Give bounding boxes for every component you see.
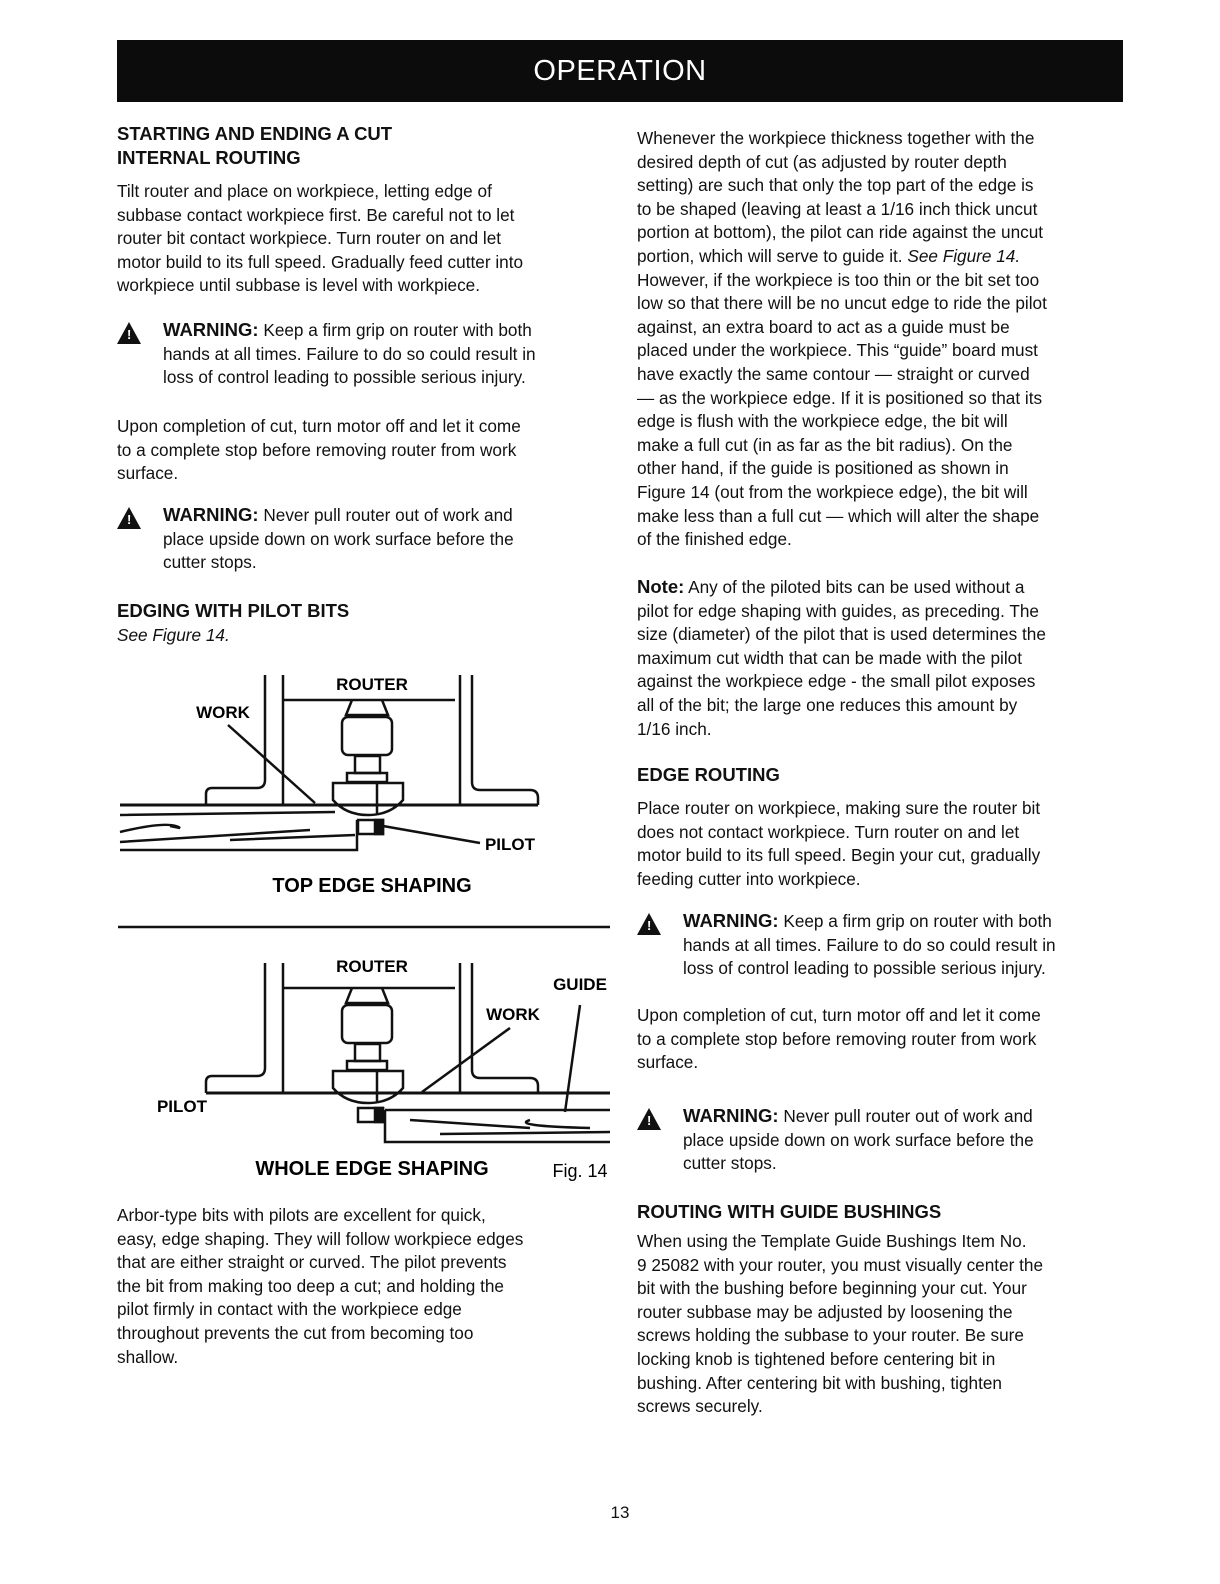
warning-text: Never pull router out of work and place upside down on work surface before the cutter stops. [163,505,514,573]
warning-label: WARNING: [163,319,259,340]
section-banner: OPERATION [117,40,1123,102]
figure-number: Fig. 14 [552,1161,608,1181]
pilot-label: PILOT [156,1097,208,1116]
top-edge-caption: TOP EDGE SHAPING [272,875,472,897]
paragraph-guide-bushings: When using the Template Guide Bushings Item No. 9 25082 with your router, you must visually center the bit with the bushing before beginning your cut. Your router subbase may be adjusted by loosening the screws holding the subbase to your router. Be sure locking knob is tightened before centering bit in bushing. After centering bit with bushing, tighten screws securely. [637,1231,1044,1417]
pilot-label: PILOT [484,835,536,854]
note-label: Note: [637,576,685,597]
figure-reference: See Figure 14. [117,625,230,645]
router-label: ROUTER [336,675,408,694]
warning-text: Keep a firm grip on router with both hands at all times. Failure to do so could result in loss of control leading to possible serious injury. [683,911,1056,979]
warning-icon: ! [637,913,661,935]
warning-label: WARNING: [163,504,259,525]
paragraph-workpiece-thickness [637,127,1127,552]
whole-edge-caption: WHOLE EDGE SHAPING [255,1158,489,1180]
warning-text: Never pull router out of work and place upside down on work surface before the cutter stops. [683,1106,1034,1174]
note-text: Any of the piloted bits can be used without a pilot for edge shaping with guides, as preceding. The size (diameter) of the pilot that is used determines the maximum cut width that can be made with the pilot against the workpiece edge - the small pilot exposes all of the bit; the large one reduces this amount by 1/16 inch. [637,577,1046,739]
top-edge-shaping-diagram [120,675,538,850]
guide-label: GUIDE [553,975,607,994]
heading-guide-bushings: ROUTING WITH GUIDE BUSHINGS [637,1201,942,1222]
text: However, if the workpiece is too thin or the bit set too low so that there will be no uncut edge to ride the pilot against, an extra board to act as a guide must be placed under the workpiece. This “guide” board must have exactly the same contour — straight or curved — as the workpiece edge. If it is positioned so that its edge is flush with the workpiece edge, the bit will make a full cut (in as far as the bit radius). On the other hand, if the guide is positioned as shown in Figure 14 (out from the workpiece edge), the bit will make less than a full cut — which will alter the shape of the finished edge. [637,269,1047,550]
heading-edging-pilot-bits: EDGING WITH PILOT BITS [117,600,350,621]
warning-label: WARNING: [683,1105,779,1126]
figure-14 [110,660,610,1190]
paragraph-completion: Upon completion of cut, turn motor off and let it come to a complete stop before removing router from work surface. [637,1005,1041,1073]
warning-text: Keep a firm grip on router with both hands at all times. Failure to do so could result in loss of control leading to possible serious injury. [163,320,536,388]
heading-starting-ending-cut: STARTING AND ENDING A CUT INTERNAL ROUTING [117,123,393,168]
figure-reference: See Figure 14. [907,245,1021,266]
warning-icon: ! [117,507,141,529]
text: Whenever the workpiece thickness together with the desired depth of cut (as adjusted by router depth setting) are such that only the top part of the edge is to be shaped (leaving at least a 1/16 inch thick uncut portion at bottom), the pilot can ride against the uncut portion, which will serve to guide it. [637,128,1044,266]
warning-icon: ! [637,1108,661,1130]
warning-label: WARNING: [683,910,779,931]
page-number: 13 [610,1503,630,1522]
whole-edge-shaping-diagram [206,963,610,1142]
paragraph-arbor-bits: Arbor-type bits with pilots are excellent for quick, easy, edge shaping. They will follow workpiece edges that are either straight or curved. The pilot prevents the bit from making too deep a cut; and holding the pilot firmly in contact with the workpiece edge throughout prevents the cut from becoming too shallow. [117,1205,524,1367]
paragraph-completion: Upon completion of cut, turn motor off and let it come to a complete stop before removing router from work surface. [117,416,521,484]
paragraph-internal-routing: Tilt router and place on workpiece, letting edge of subbase contact workpiece first. Be careful not to let router bit contact workpiece. Turn router on and let motor build to its full speed. Gradually feed cutter into workpiece until subbase is level with workpiece. [117,181,524,296]
work-label: WORK [196,703,250,722]
paragraph-edge-routing: Place router on workpiece, making sure the router bit does not contact workpiece. Turn router on and let motor build to its full speed. Begin your cut, gradually feeding cutter into workpiece. [637,798,1041,889]
note-paragraph [637,575,1127,741]
work-label: WORK [486,1005,540,1024]
router-label: ROUTER [336,957,408,976]
warning-icon: ! [117,322,141,344]
heading-edge-routing: EDGE ROUTING [637,764,780,785]
